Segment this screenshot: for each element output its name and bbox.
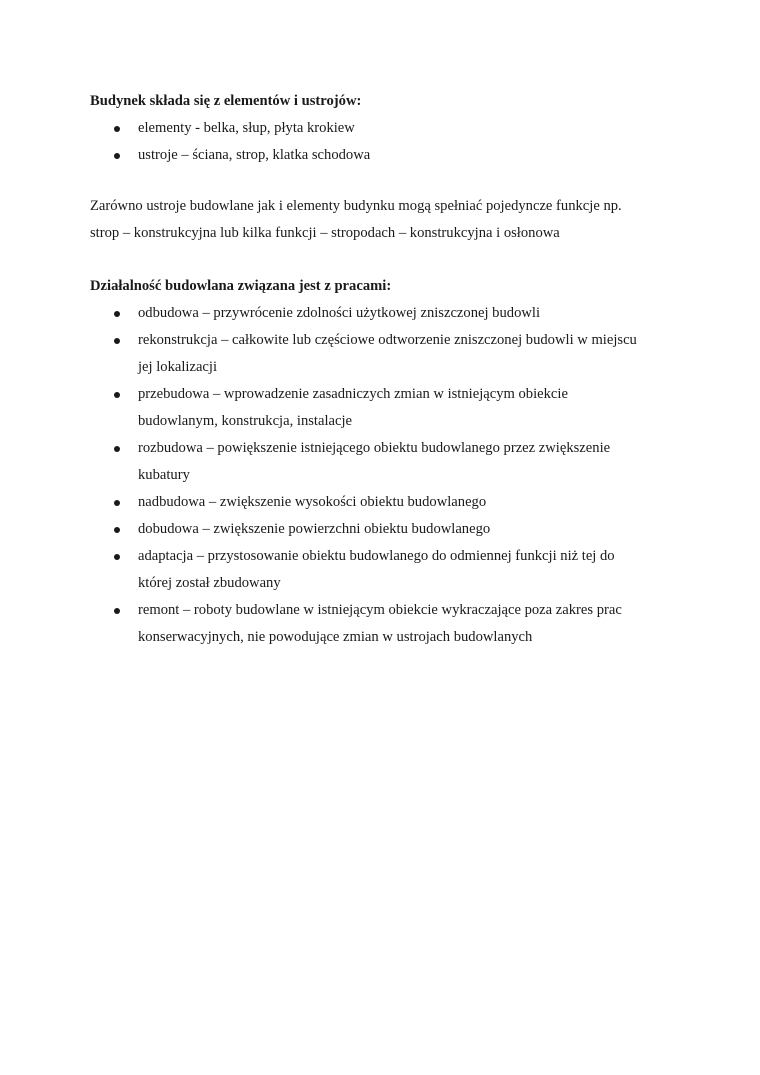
list-item-text-continued: budowlanym, konstrukcja, instalacje [138,413,352,429]
list-item-text: nadbudowa – zwiększenie wysokości obiektu budowlanego [138,494,487,510]
list-item-text: adaptacja – przystosowanie obiektu budowlanego do odmiennej funkcji niż tej do [138,548,615,564]
bullet-icon [114,153,120,159]
list-item [90,142,690,169]
building-composition-list [90,115,690,169]
section-heading-building-composition: Budynek składa się z elementów i ustrojów: [90,93,362,109]
list-item-text: remont – roboty budowlane w istniejącym obiekcie wykraczające poza zakres prac [138,602,622,618]
list-item-text-continued: jej lokalizacji [138,359,218,375]
paragraph-line: Zarówno ustroje budowlane jak i elementy budynku mogą spełniać pojedyncze funkcje np. [90,198,622,214]
document-content [90,88,690,651]
list-item-text: elementy - belka, słup, płyta krokiew [138,120,355,136]
list-item [90,115,690,142]
list-item [90,327,690,381]
bullet-icon [114,392,120,398]
list-item-text: odbudowa – przywrócenie zdolności użytkowej zniszczonej budowli [138,305,541,321]
list-item [90,516,690,543]
bullet-icon [114,311,120,317]
bullet-icon [114,338,120,344]
spacer [90,247,690,273]
list-item-text: rozbudowa – powiększenie istniejącego obiektu budowlanego przez zwiększenie [138,440,611,456]
spacer [90,169,690,193]
bullet-icon [114,608,120,614]
construction-activity-list [90,300,690,651]
list-item-text: rekonstrukcja – całkowite lub częściowe odtworzenie zniszczonej budowli w miejscu [138,332,637,348]
list-item-text-continued: której został zbudowany [138,575,281,591]
list-item-text: przebudowa – wprowadzenie zasadniczych zmian w istniejącym obiekcie [138,386,568,402]
section-heading-construction-activity: Działalność budowlana związana jest z pracami: [90,278,392,294]
bullet-icon [114,500,120,506]
list-item [90,489,690,516]
list-item-text-continued: kubatury [138,467,190,483]
list-item [90,543,690,597]
list-item [90,597,690,651]
list-item-text: ustroje – ściana, strop, klatka schodowa [138,147,371,163]
bullet-icon [114,446,120,452]
list-item [90,300,690,327]
bullet-icon [114,527,120,533]
list-item [90,381,690,435]
bullet-icon [114,126,120,132]
list-item [90,435,690,489]
paragraph-line: strop – konstrukcyjna lub kilka funkcji – stropodach – konstrukcyjna i osłonowa [90,225,560,241]
list-item-text-continued: konserwacyjnych, nie powodujące zmian w ustrojach budowlanych [138,629,533,645]
bullet-icon [114,554,120,560]
list-item-text: dobudowa – zwiększenie powierzchni obiektu budowlanego [138,521,491,537]
